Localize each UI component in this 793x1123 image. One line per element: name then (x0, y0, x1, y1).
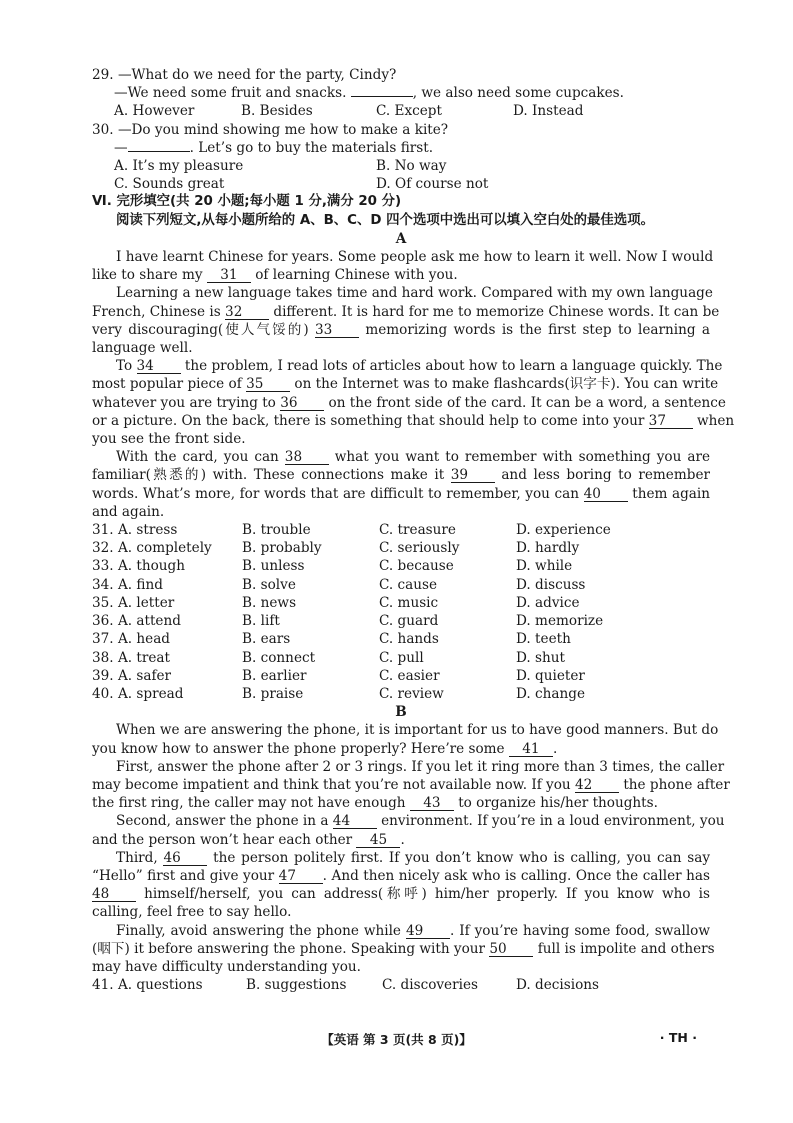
option: 37. A. head (92, 631, 171, 648)
option-row (92, 521, 710, 539)
option: C. music (379, 594, 439, 611)
option: B. connect (242, 649, 316, 666)
option-row (92, 630, 710, 648)
option: 33. A. though (92, 558, 186, 575)
footer-page-info: 【英语 第 3 页(共 8 页)】 (321, 1032, 472, 1047)
q30-options-row1 (92, 157, 710, 175)
passage-line: whatever you are trying to 36 on the front side of the card. It can be a word, a sentence (92, 394, 726, 411)
passage-line: and the person won’t hear each other 45 . (92, 831, 405, 848)
blank-49: 49 (406, 924, 450, 939)
option: C. hands (379, 631, 439, 648)
blank-31: 31 (207, 268, 251, 283)
passage-line: (咽下) it before answering the phone. Speaking with your 50 full is impolite and others (92, 940, 715, 957)
option: B. No way (376, 158, 447, 175)
option-row (92, 649, 710, 667)
blank-47: 47 (279, 869, 323, 884)
section-heading: Ⅵ. 完形填空(共 20 小题;每小题 1 分,满分 20 分) (92, 194, 402, 210)
passage-line: or a picture. On the back, there is something that should help to come into your 37 when (92, 412, 735, 429)
passage-line: To 34 the problem, I read lots of articles about how to learn a language quickly. The (116, 358, 723, 375)
option-row (92, 976, 710, 994)
footer-mark: · TH · (659, 1030, 697, 1045)
passage-a-title: A (395, 230, 407, 247)
passage-line: and again. (92, 503, 165, 520)
option: 39. A. safer (92, 667, 172, 684)
option: C. treasure (379, 522, 456, 539)
passage-line: 48 himself/herself, you can address(称呼) him/her properly. If you know who is (92, 886, 710, 903)
passage-line: Second, answer the phone in a 44 environment. If you’re in a loud environment, you (116, 813, 725, 830)
blank-37: 37 (649, 414, 693, 429)
option: C. pull (379, 649, 424, 666)
blank-41: 41 (509, 742, 553, 757)
passage-line: you know how to answer the phone properly? Here’re some 41 . (92, 740, 558, 757)
option: C. discoveries (382, 977, 478, 994)
blank-40: 40 (584, 487, 628, 502)
option: D. shut (516, 649, 566, 666)
option: D. quieter (516, 667, 585, 684)
option-row (92, 557, 710, 575)
passage-line: First, answer the phone after 2 or 3 rings. If you let it ring more than 3 times, the caller (116, 758, 725, 775)
option: A. However (114, 103, 195, 120)
passage-line: Learning a new language takes time and hard work. Compared with my own language (116, 285, 713, 302)
option: D. advice (516, 594, 580, 611)
blank-39: 39 (451, 468, 495, 483)
blank-32: 32 (225, 305, 269, 320)
option: B. news (242, 594, 297, 611)
option: D. while (516, 558, 573, 575)
blank-33: 33 (315, 323, 359, 338)
option: 34. A. find (92, 576, 163, 593)
option: B. probably (242, 540, 322, 557)
option: D. Instead (513, 103, 584, 120)
q29-options (92, 102, 710, 120)
passage-line: language well. (92, 340, 193, 357)
option: C. Sounds great (114, 176, 225, 193)
passage-line: When we are answering the phone, it is important for us to have good manners. But do (116, 722, 719, 739)
answer-blank (351, 96, 413, 97)
page-footer (0, 1030, 793, 1048)
passage-line: French, Chinese is 32 different. It is hard for me to memorize Chinese words. It can be (92, 303, 720, 320)
blank-34: 34 (137, 359, 181, 374)
option-row (92, 685, 710, 703)
option: C. Except (376, 103, 442, 120)
exam-page (92, 66, 735, 994)
blank-45: 45 (356, 833, 400, 848)
blank-43: 43 (410, 796, 454, 811)
option-row (92, 667, 710, 685)
passage-line: Finally, avoid answering the phone while 49 . If you’re having some food, swallow (116, 922, 710, 939)
answer-blank (128, 151, 190, 152)
passage-line: you see the front side. (92, 431, 246, 448)
option: D. change (516, 685, 586, 702)
option: B. lift (242, 613, 280, 630)
option: C. seriously (379, 540, 460, 557)
passage-line: may have difficulty understanding you. (92, 958, 361, 975)
passage-b-title: B (395, 704, 407, 721)
blank-46: 46 (163, 851, 207, 866)
option: 32. A. completely (92, 540, 212, 557)
option: A. It’s my pleasure (114, 158, 244, 175)
option: B. trouble (242, 522, 311, 539)
passage-line: words. What’s more, for words that are difficult to remember, you can 40 them again (92, 485, 711, 502)
option: 35. A. letter (92, 594, 175, 611)
blank-38: 38 (285, 450, 329, 465)
passage-line: very discouraging(使人气馁的) 33 memorizing words is the first step to learning a (92, 321, 710, 338)
blank-36: 36 (280, 396, 324, 411)
option: B. suggestions (246, 977, 347, 994)
option: B. solve (242, 576, 296, 593)
q29-line2: —We need some fruit and snacks. , we also need some cupcakes. (114, 85, 624, 102)
options-list-b (92, 976, 710, 994)
option: D. decisions (516, 977, 600, 994)
option-row (92, 612, 710, 630)
option: D. discuss (516, 576, 586, 593)
passage-line: I have learnt Chinese for years. Some people ask me how to learn it well. Now I would (116, 249, 714, 266)
blank-44: 44 (333, 814, 377, 829)
option: D. teeth (516, 631, 571, 648)
options-list-a (92, 521, 710, 703)
option: B. praise (242, 685, 304, 702)
blank-42: 42 (575, 778, 619, 793)
passage-line: Third, 46 the person politely first. If you don’t know who is calling, you can say (116, 849, 710, 866)
option: 41. A. questions (92, 977, 203, 994)
option: D. hardly (516, 540, 580, 557)
passage-line: like to share my 31 of learning Chinese with you. (92, 267, 458, 284)
passage-line: calling, feel free to say hello. (92, 904, 292, 921)
q30-options-row2 (92, 175, 710, 193)
passage-line: may become impatient and think that you’re not available now. If you 42 the phone after (92, 776, 730, 793)
blank-48: 48 (92, 887, 136, 902)
passage-line: most popular piece of 35 on the Internet was to make flashcards(识字卡). You can write (92, 376, 719, 393)
option: B. ears (242, 631, 291, 648)
blank-50: 50 (489, 942, 533, 957)
passage-line: familiar(熟悉的) with. These connections make it 39 and less boring to remember (92, 467, 710, 484)
q30-line2: — . Let’s go to buy the materials first. (114, 139, 434, 156)
passage-line: the first ring, the caller may not have enough 43 to organize his/her thoughts. (92, 795, 658, 812)
option: B. Besides (241, 103, 313, 120)
passage-line: With the card, you can 38 what you want to remember with something you are (116, 449, 710, 466)
option-row (92, 576, 710, 594)
option: B. earlier (242, 667, 307, 684)
option: 36. A. attend (92, 613, 181, 630)
option: C. because (379, 558, 454, 575)
option: C. review (379, 685, 444, 702)
option: B. unless (242, 558, 305, 575)
q30-stem: 30. —Do you mind showing me how to make a kite? (92, 121, 449, 138)
option: D. memorize (516, 613, 604, 630)
option: D. experience (516, 522, 611, 539)
option: 40. A. spread (92, 685, 184, 702)
passage-line: “Hello” first and give your 47 . And then nicely ask who is calling. Once the caller has (92, 867, 710, 884)
option: C. cause (379, 576, 438, 593)
option: C. guard (379, 613, 439, 630)
option: 31. A. stress (92, 522, 178, 539)
blank-35: 35 (246, 377, 290, 392)
option-row (92, 539, 710, 557)
q29-stem: 29. —What do we need for the party, Cindy? (92, 67, 397, 83)
option: C. easier (379, 667, 440, 684)
option: D. Of course not (376, 176, 489, 193)
section-directions: 阅读下列短文,从每小题所给的 A、B、C、D 四个选项中选出可以填入空白处的最佳选项。 (116, 212, 654, 228)
option: 38. A. treat (92, 649, 170, 666)
option-row (92, 594, 710, 612)
